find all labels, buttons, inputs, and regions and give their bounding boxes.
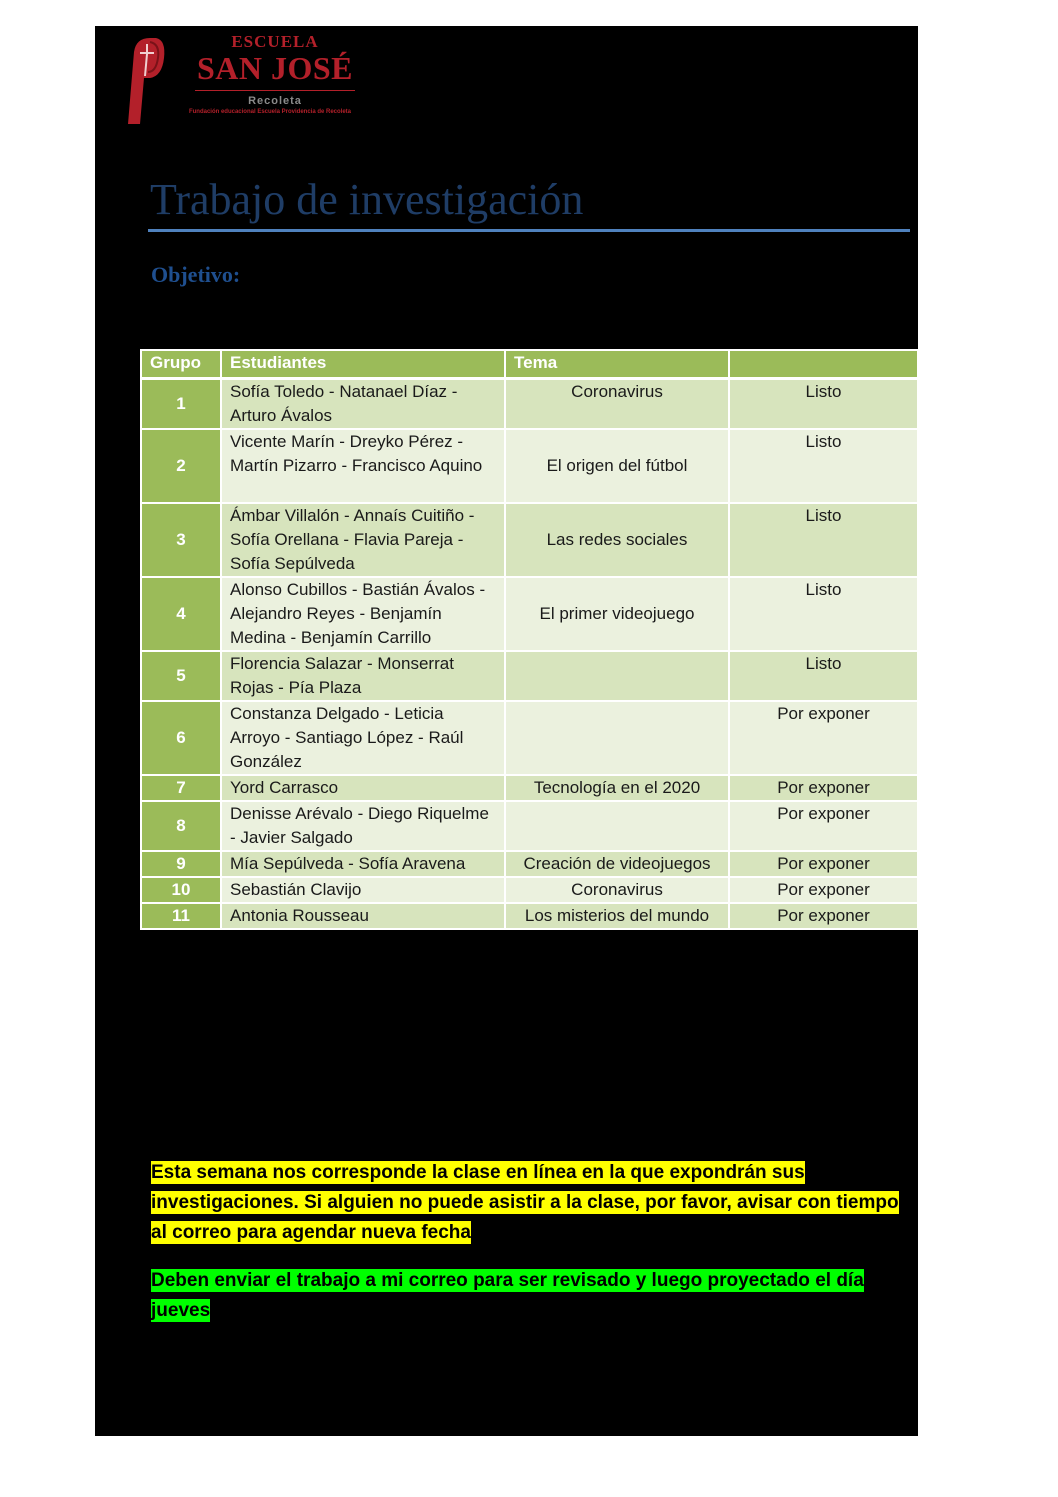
tema-cell (505, 801, 729, 851)
estado-cell: Listo (729, 503, 918, 577)
estado-cell: Por exponer (729, 877, 918, 903)
tema-cell: El primer videojuego (505, 577, 729, 651)
note-green (151, 1266, 911, 1326)
header-tema: Tema (505, 350, 729, 379)
tema-cell: Creación de videojuegos (505, 851, 729, 877)
grupo-number: 11 (141, 903, 221, 929)
grupo-number: 3 (141, 503, 221, 577)
estado-cell: Por exponer (729, 701, 918, 775)
logo-divider (195, 90, 355, 91)
tema-cell (505, 701, 729, 775)
estudiantes-cell: Denisse Arévalo - Diego Riquelme - Javier Salgado (221, 801, 505, 851)
estudiantes-cell: Florencia Salazar - Monserrat Rojas - Pía Plaza (221, 651, 505, 701)
estado-cell: Listo (729, 429, 918, 503)
table-row (141, 851, 918, 877)
grupo-number: 2 (141, 429, 221, 503)
logo-recoleta: Recoleta (248, 95, 302, 107)
tema-cell: Coronavirus (505, 877, 729, 903)
header-estado (729, 350, 918, 379)
estudiantes-cell: Vicente Marín - Dreyko Pérez - Martín Pizarro - Francisco Aquino (221, 429, 505, 503)
grupo-number: 7 (141, 775, 221, 801)
estudiantes-cell: Ámbar Villalón - Annaís Cuitiño - Sofía Orellana - Flavia Pareja - Sofía Sepúlveda (221, 503, 505, 577)
table-row (141, 651, 918, 701)
grupo-number: 10 (141, 877, 221, 903)
tema-cell: Los misterios del mundo (505, 903, 729, 929)
estudiantes-cell: Alonso Cubillos - Bastián Ávalos - Alejandro Reyes - Benjamín Medina - Benjamín Carrillo (221, 577, 505, 651)
tema-cell: El origen del fútbol (505, 429, 729, 503)
estado-cell: Listo (729, 379, 918, 430)
tema-cell: Las redes sociales (505, 503, 729, 577)
estado-cell: Por exponer (729, 801, 918, 851)
tema-cell (505, 651, 729, 701)
estudiantes-cell: Constanza Delgado - Leticia Arroyo - Santiago López - Raúl González (221, 701, 505, 775)
table-row (141, 429, 918, 503)
header-estudiantes: Estudiantes (221, 350, 505, 379)
table-row (141, 701, 918, 775)
grupo-number: 8 (141, 801, 221, 851)
estudiantes-cell: Mía Sepúlveda - Sofía Aravena (221, 851, 505, 877)
table-row (141, 379, 918, 430)
estudiantes-cell: Sofía Toledo - Natanael Díaz - Arturo Ávalos (221, 379, 505, 430)
header-grupo: Grupo (141, 350, 221, 379)
estado-cell: Por exponer (729, 775, 918, 801)
grupo-number: 6 (141, 701, 221, 775)
table-row (141, 877, 918, 903)
table-row (141, 577, 918, 651)
page-title: Trabajo de investigación (150, 175, 584, 224)
estudiantes-cell: Antonia Rousseau (221, 903, 505, 929)
logo-escuela: ESCUELA (231, 32, 319, 51)
grupo-number: 1 (141, 379, 221, 430)
groups-table (140, 349, 919, 930)
title-underline (148, 229, 910, 232)
estado-cell: Por exponer (729, 903, 918, 929)
estudiantes-cell: Sebastián Clavijo (221, 877, 505, 903)
estudiantes-cell: Yord Carrasco (221, 775, 505, 801)
grupo-number: 4 (141, 577, 221, 651)
objetivo-heading: Objetivo: (151, 262, 241, 287)
school-logo-text (160, 32, 390, 117)
logo-san-jose: SAN JOSÉ (196, 50, 354, 86)
estado-cell: Listo (729, 651, 918, 701)
tema-cell: Coronavirus (505, 379, 729, 430)
estado-cell: Listo (729, 577, 918, 651)
tema-cell: Tecnología en el 2020 (505, 775, 729, 801)
table-row (141, 801, 918, 851)
estado-cell: Por exponer (729, 851, 918, 877)
note-yellow-text: Esta semana nos corresponde la clase en línea en la que expondrán sus investigaciones. Si alguien no puede asistir a la clase, por favor, avisar con tiempo al correo para agendar nueva fecha (151, 1162, 899, 1243)
table-row (141, 503, 918, 577)
note-yellow (151, 1158, 911, 1248)
grupo-number: 9 (141, 851, 221, 877)
logo-foundation: Fundación educacional Escuela Providencia de Recoleta (188, 109, 352, 115)
table-header-row (141, 350, 918, 379)
note-green-text: Deben enviar el trabajo a mi correo para ser revisado y luego proyectado el día jueves (151, 1270, 864, 1321)
table-row (141, 903, 918, 929)
grupo-number: 5 (141, 651, 221, 701)
table-row (141, 775, 918, 801)
